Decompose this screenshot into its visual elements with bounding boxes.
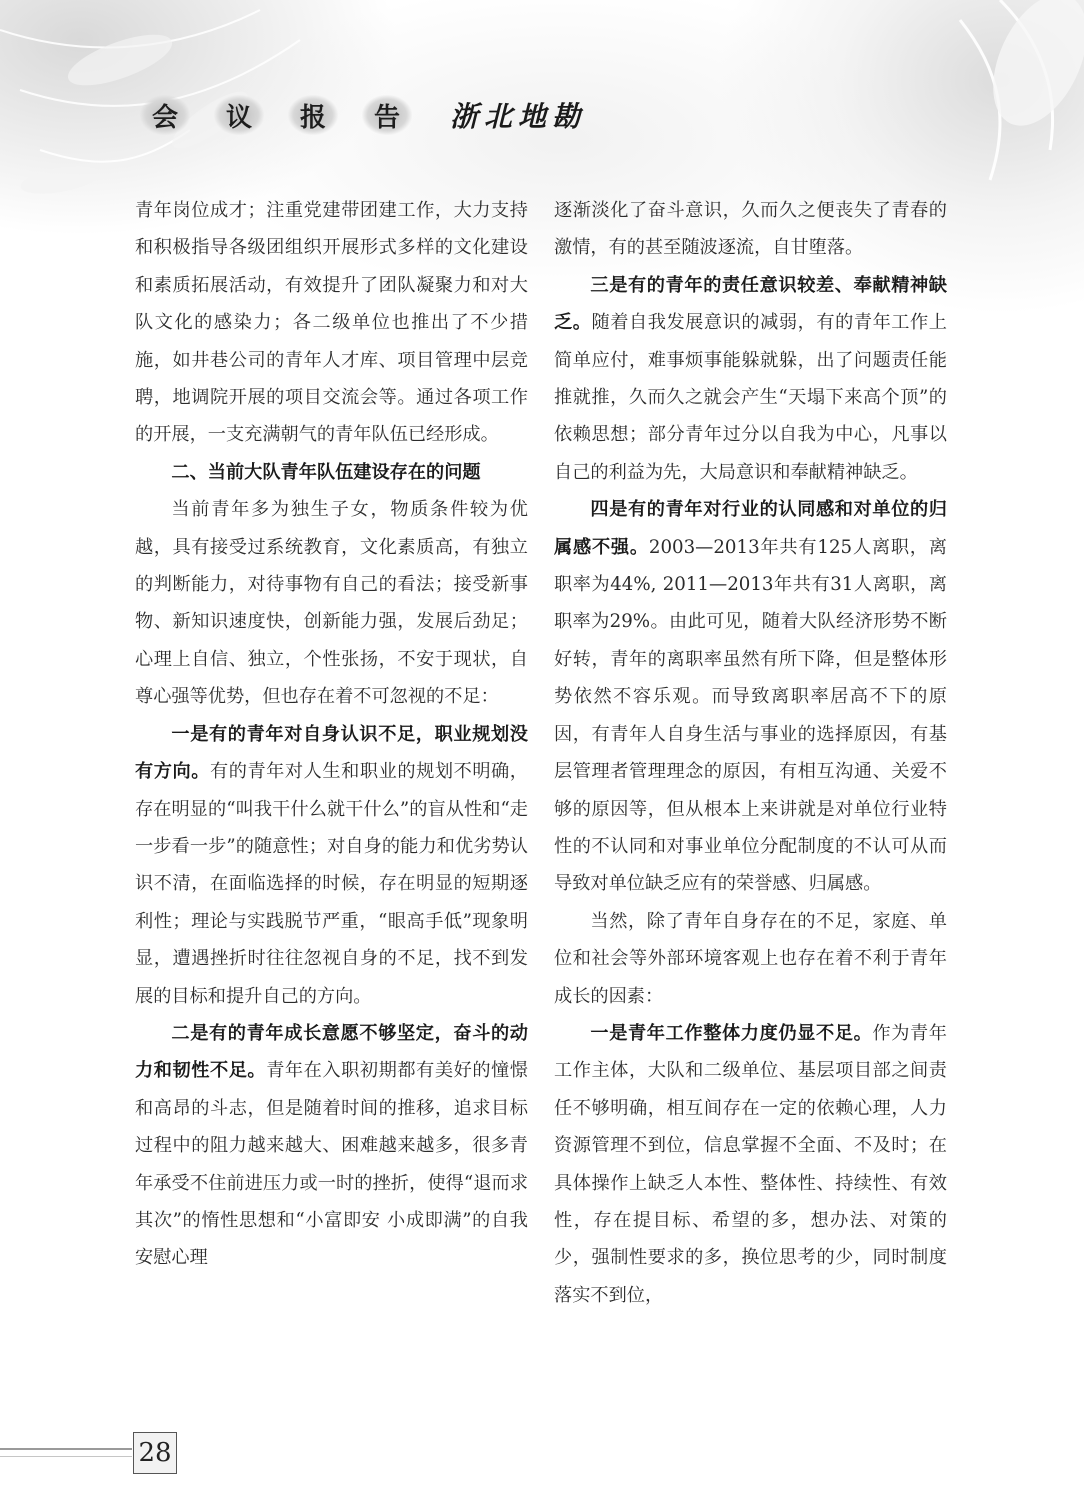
paragraph xyxy=(554,491,947,902)
header-char-2: 议 xyxy=(214,95,264,135)
section-heading-text: 二、当前大队青年队伍建设存在的问题 xyxy=(171,461,481,483)
paragraph xyxy=(135,716,528,1015)
page-number: 28 xyxy=(133,1432,177,1474)
section-header xyxy=(140,92,586,138)
lead-sentence: 四是有的青年对行业的认同感和对单位的归属感不强。 xyxy=(554,499,947,558)
lead-sentence: 一是青年工作整体力度仍显不足。 xyxy=(590,1022,873,1044)
lead-sentence: 二是有的青年成长意愿不够坚定，奋斗的动力和韧性不足。 xyxy=(135,1022,528,1082)
paragraph-body: 作为青年工作主体，大队和二级单位、基层项目部之间责任不够明确，相互间存在一定的依赖心理，人力资源管理不到位，信息掌握不全面、不及时；在具体操作上缺乏人本性、整体性、持续性、有效性，存在提目标、希望的多，想办法、对策的少，强制性要求的多，换位思考的少，同时制度落实不到位， xyxy=(554,1022,947,1306)
header-char-3: 报 xyxy=(288,95,338,135)
paragraph-body: 随着自我发展意识的减弱，有的青年工作上简单应付，难事烦事能躲就躲，出了问题责任能推就推，久而久之就会产生“天塌下来高个顶”的依赖思想；部分青年过分以自我为中心，凡事以自己的利益为先，大局意识和奉献精神缺乏。 xyxy=(554,312,947,483)
paragraph xyxy=(554,267,947,491)
paragraph: 青年岗位成才；注重党建带团建工作，大力支持和积极指导各级团组织开展形式多样的文化建设和素质拓展活动，有效提升了团队凝聚力和对大队文化的感染力；各二级单位也推出了不少措施，如井巷公司的青年人才库、项目管理中层竞聘，地调院开展的项目交流会等。通过各项工作的开展，一支充满朝气的青年队伍已经形成。 xyxy=(135,200,528,446)
footer-rule xyxy=(0,1448,132,1457)
lead-sentence: 三是有的青年的责任意识较差、奉献精神缺乏。 xyxy=(554,274,947,334)
right-column xyxy=(554,192,947,1314)
header-char-4: 告 xyxy=(362,95,412,135)
header-char-1: 会 xyxy=(140,95,190,135)
paragraph-body: 有的青年对人生和职业的规划不明确，存在明显的“叫我干什么就干什么”的盲从性和“走一步看一步”的随意性；对自身的能力和优劣势认识不清，在面临选择的时候，存在明显的短期逐利性；理论与实践脱节严重，“眼高手低”现象明显，遭遇挫折时往往忽视自身的不足，找不到发展的目标和提升自己的方向。 xyxy=(135,761,528,1007)
left-column xyxy=(135,192,528,1277)
paragraph: 当然，除了青年自身存在的不足，家庭、单位和社会等外部环境客观上也存在着不利于青年成长的因素： xyxy=(554,910,947,1007)
lead-sentence: 一是有的青年对自身认识不足，职业规划没有方向。 xyxy=(135,723,528,783)
paragraph: 逐渐淡化了奋斗意识，久而久之便丧失了青春的激情，有的甚至随波逐流，自甘堕落。 xyxy=(554,200,947,259)
paragraph-body: 2003—2013年共有125人离职，离职率为44%, 2011—2013年共有31人离职，离职率为29%。由此可见，随着大队经济形势不断好转，青年的离职率虽然有所下降，但是整体形势依然不容乐观。而导致离职率居高不下的原因，有青年人自身生活与事业的选择原因，有基层管理者管理理念的原因，有相互沟通、关爱不够的原因等，但从根本上来讲就是对单位行业特性的不认同和对事业单位分配制度的不认可从而导致对单位缺乏应有的荣誉感、归属感。 xyxy=(554,536,947,895)
paragraph-body: 青年在入职初期都有美好的憧憬和高昂的斗志，但是随着时间的推移，追求目标过程中的阻力越来越大、困难越来越多，很多青年承受不住前进压力或一时的挫折，使得“退而求其次”的惰性思想和“小富即安 小成即满”的自我安慰心理 xyxy=(135,1060,528,1269)
paragraph xyxy=(135,1015,528,1277)
paragraph: 当前青年多为独生子女，物质条件较为优越，具有接受过系统教育，文化素质高，有独立的判断能力，对待事物有自己的看法；接受新事物、新知识速度快，创新能力强，发展后劲足；心理上自信、独立，个性张扬，不安于现状，自尊心强等优势，但也存在着不可忽视的不足： xyxy=(135,499,528,708)
section-heading xyxy=(135,454,528,491)
paragraph xyxy=(554,1015,947,1314)
publication-title: 浙北地勘 xyxy=(450,100,587,133)
